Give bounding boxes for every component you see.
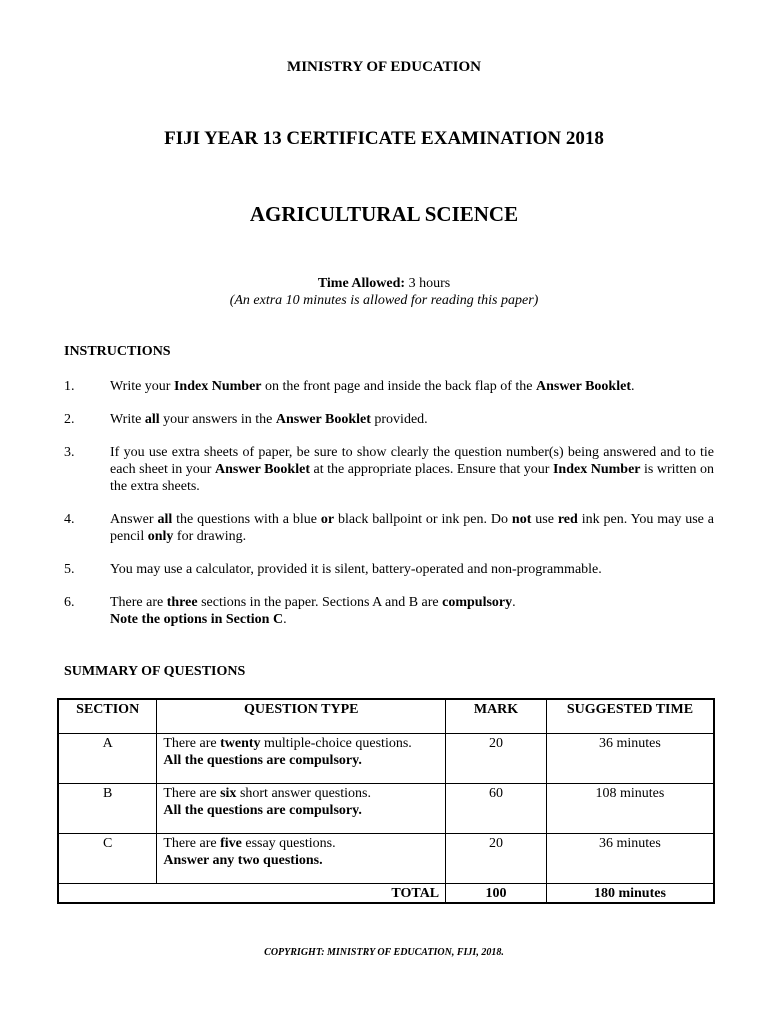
summary-heading: SUMMARY OF QUESTIONS [64,664,246,679]
header-question-type: QUESTION TYPE [157,699,446,734]
compulsory-note: All the questions are compulsory. [163,753,362,768]
mark-cell: 60 [446,784,547,834]
header-mark: MARK [446,699,547,734]
table-row [58,734,714,784]
question-type-cell: There are five essay questions. Answer any two questions. [157,834,446,884]
table-row [58,784,714,834]
mark-cell: 20 [446,834,547,884]
instruction-number: 2. [64,412,75,427]
total-row [58,884,714,904]
instruction-item [64,511,714,545]
time-cell: 108 minutes [546,784,714,834]
section-cell: B [58,784,157,834]
instruction-text: Answer all the questions with a blue or black ballpoint or ink pen. Do not use red ink pen. You may use a pencil only for drawing. [110,512,715,544]
total-mark: 100 [446,884,547,904]
instruction-number: 5. [64,562,75,577]
question-type-cell: There are twenty multiple-choice questions. All the questions are compulsory. [157,734,446,784]
instructions-heading: INSTRUCTIONS [64,344,171,359]
total-label: TOTAL [157,884,446,904]
time-allowed [0,276,768,292]
instruction-number: 6. [64,595,75,610]
header-suggested-time: SUGGESTED TIME [546,699,714,734]
summary-table [57,698,715,904]
ministry-title: MINISTRY OF EDUCATION [287,59,481,75]
total-time: 180 minutes [546,884,714,904]
instruction-text: Write your Index Number on the front page and inside the back flap of the Answer Booklet. [110,379,635,394]
exam-title: FIJI YEAR 13 CERTIFICATE EXAMINATION 2018 [164,128,604,149]
instructions-list [64,378,714,644]
summary-header-row [58,699,714,734]
instruction-text: You may use a calculator, provided it is silent, battery-operated and non-programmable. [110,562,602,577]
instruction-item [64,594,714,628]
time-cell: 36 minutes [546,834,714,884]
reading-note: (An extra 10 minutes is allowed for reading this paper) [229,293,539,308]
instruction-number: 1. [64,379,75,394]
copyright-footer: COPYRIGHT: MINISTRY OF EDUCATION, FIJI, 2018. [264,947,504,958]
option-note: Answer any two questions. [163,853,323,868]
section-cell: C [58,834,157,884]
instruction-number: 4. [64,512,75,527]
mark-cell: 20 [446,734,547,784]
table-row [58,834,714,884]
time-allowed-value: 3 hours [408,276,451,291]
compulsory-note: All the questions are compulsory. [163,803,362,818]
instruction-item [64,444,714,495]
section-cell: A [58,734,157,784]
instruction-text: There are three sections in the paper. Sections A and B are compulsory. Note the options in Section C. [110,595,516,627]
instruction-item [64,378,714,395]
total-spacer [58,884,157,904]
question-type-cell: There are six short answer questions. All the questions are compulsory. [157,784,446,834]
instruction-number: 3. [64,445,75,460]
instruction-text: Write all your answers in the Answer Booklet provided. [110,412,428,427]
header-section: SECTION [58,699,157,734]
instruction-item [64,411,714,428]
instruction-text: If you use extra sheets of paper, be sure to show clearly the question number(s) being answered and to tie each sheet in your Answer Booklet at the appropriate places. Ensure that your Index Number is written on the extra sheets. [110,445,714,494]
subject-title: AGRICULTURAL SCIENCE [249,202,519,226]
time-allowed-label: Time Allowed: [317,276,406,291]
instruction-item [64,561,714,578]
time-cell: 36 minutes [546,734,714,784]
